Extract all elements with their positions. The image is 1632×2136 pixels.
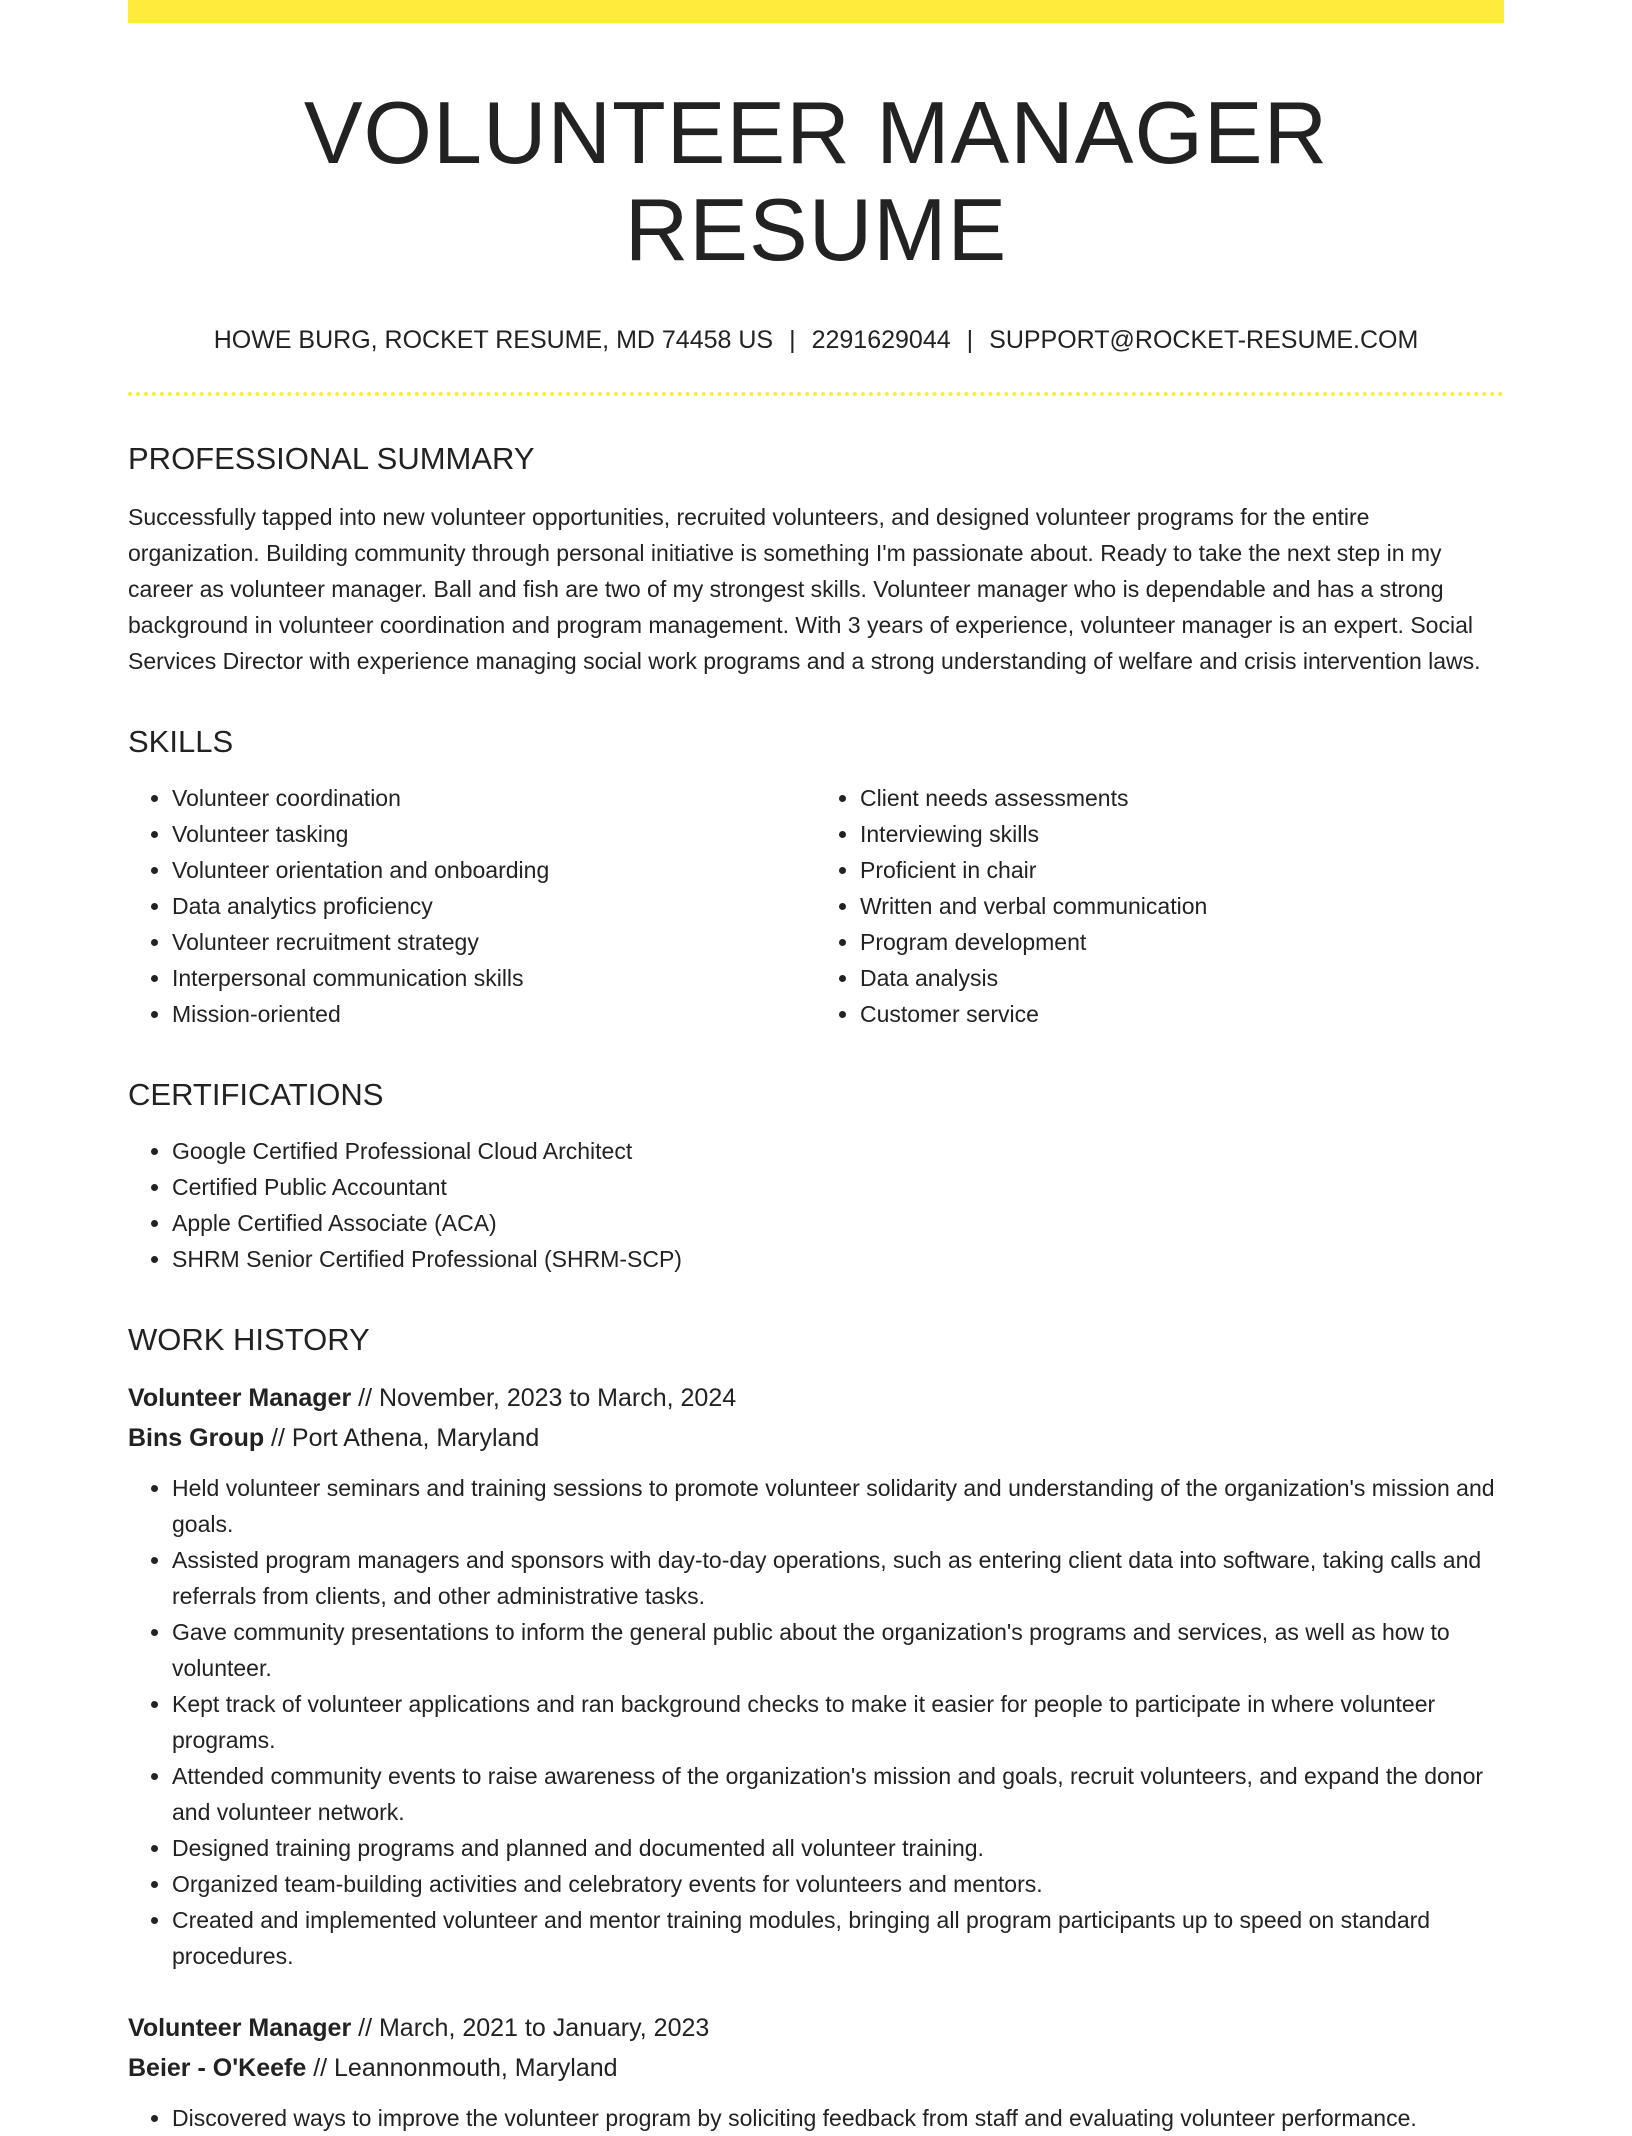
skill-item: • Interpersonal communication skills — [172, 960, 816, 996]
job-bullet: • Kept track of volunteer applications and ran background checks to make it easier for people to participate in where volunteer programs. — [172, 1686, 1504, 1758]
certifications-heading: CERTIFICATIONS — [128, 1076, 384, 1112]
skill-item: • Data analytics proficiency — [172, 888, 816, 924]
job-location: // Leannonmouth, Maryland — [306, 2054, 618, 2083]
job-company: Bins Group — [128, 1424, 265, 1453]
skill-item: • Mission-oriented — [172, 996, 816, 1032]
skill-item: • Volunteer recruitment strategy — [172, 924, 816, 960]
resume-title: VOLUNTEER MANAGER RESUME — [303, 83, 1329, 279]
job-bullets — [128, 2100, 1504, 2136]
job-bullets — [128, 1470, 1504, 1974]
skills-right-column — [816, 780, 1504, 1032]
job-title: Volunteer Manager — [128, 1384, 352, 1413]
job-company: Beier - O'Keefe — [128, 2054, 307, 2083]
certification-item: • SHRM Senior Certified Professional (SHRM-SCP) — [172, 1241, 1504, 1277]
certification-item: • Google Certified Professional Cloud Architect — [172, 1133, 1504, 1169]
job-title: Volunteer Manager — [128, 2014, 352, 2043]
summary-text: Successfully tapped into new volunteer opportunities, recruited volunteers, and designed volunteer programs for the entire organization. Building community through personal initiative is something I'm passionate about. Ready to take the next step in my career as volunteer manager. Ball and fish are two of my strongest skills. Volunteer manager who is dependable and has a strong background in volunteer coordination and program management. With 3 years of experience, volunteer manager is an expert. Social Services Director with experience managing social work programs and a strong understanding of welfare and crisis intervention laws. — [128, 503, 1481, 674]
skills-left-column — [128, 780, 816, 1032]
skill-item: • Proficient in chair — [860, 852, 1504, 888]
certifications-list — [128, 1133, 1504, 1277]
phone: 2291629044 — [811, 325, 951, 354]
job-bullet: • Gave community presentations to inform the general public about the organization's programs and services, as well as how to volunteer. — [172, 1614, 1504, 1686]
certification-item: • Certified Public Accountant — [172, 1169, 1504, 1205]
accent-bar — [128, 0, 1504, 23]
skill-item: • Volunteer tasking — [172, 816, 816, 852]
dotted-divider — [128, 392, 1504, 396]
job-bullet: • Attended community events to raise awareness of the organization's mission and goals, recruit volunteers, and expand the donor and volunteer network. — [172, 1758, 1504, 1830]
job-entry — [128, 1378, 1504, 1974]
skills-heading: SKILLS — [128, 723, 234, 759]
job-location: // Port Athena, Maryland — [264, 1424, 540, 1453]
job-entry — [128, 2008, 1504, 2136]
job-bullet: • Discovered ways to improve the volunteer program by soliciting feedback from staff and evaluating volunteer performance. — [172, 2100, 1504, 2136]
skill-item: • Volunteer orientation and onboarding — [172, 852, 816, 888]
job-bullet: • Assisted program managers and sponsors with day-to-day operations, such as entering client data into software, taking calls and referrals from clients, and other administrative tasks. — [172, 1542, 1504, 1614]
skill-item: • Volunteer coordination — [172, 780, 816, 816]
skill-item: • Program development — [860, 924, 1504, 960]
job-dates: // March, 2021 to January, 2023 — [351, 2014, 710, 2043]
separator: | — [789, 325, 796, 354]
skill-item: • Customer service — [860, 996, 1504, 1032]
certification-item: • Apple Certified Associate (ACA) — [172, 1205, 1504, 1241]
job-title-line — [128, 1378, 1504, 1418]
skill-item: • Interviewing skills — [860, 816, 1504, 852]
job-company-line — [128, 1418, 1504, 1458]
email: SUPPORT@ROCKET-RESUME.COM — [989, 325, 1419, 354]
job-bullet: • Created and implemented volunteer and mentor training modules, bringing all program participants up to speed on standard procedures. — [172, 1902, 1504, 1974]
job-bullet: • Organized team-building activities and celebratory events for volunteers and mentors. — [172, 1866, 1504, 1902]
skill-item: • Client needs assessments — [860, 780, 1504, 816]
skill-item: • Written and verbal communication — [860, 888, 1504, 924]
resume-page — [128, 0, 1504, 2136]
job-bullet: • Held volunteer seminars and training sessions to promote volunteer solidarity and understanding of the organization's mission and goals. — [172, 1470, 1504, 1542]
work-history-heading: WORK HISTORY — [128, 1322, 370, 1358]
skills-list — [128, 780, 1504, 1032]
address: HOWE BURG, ROCKET RESUME, MD 74458 US — [213, 325, 774, 354]
skill-item: • Data analysis — [860, 960, 1504, 996]
summary-heading: PROFESSIONAL SUMMARY — [128, 440, 535, 476]
job-company-line — [128, 2048, 1504, 2088]
job-dates: // November, 2023 to March, 2024 — [351, 1384, 737, 1413]
job-bullet: • Designed training programs and planned and documented all volunteer training. — [172, 1830, 1504, 1866]
separator: | — [966, 325, 974, 354]
contact-line — [128, 325, 1504, 355]
job-title-line — [128, 2008, 1504, 2048]
